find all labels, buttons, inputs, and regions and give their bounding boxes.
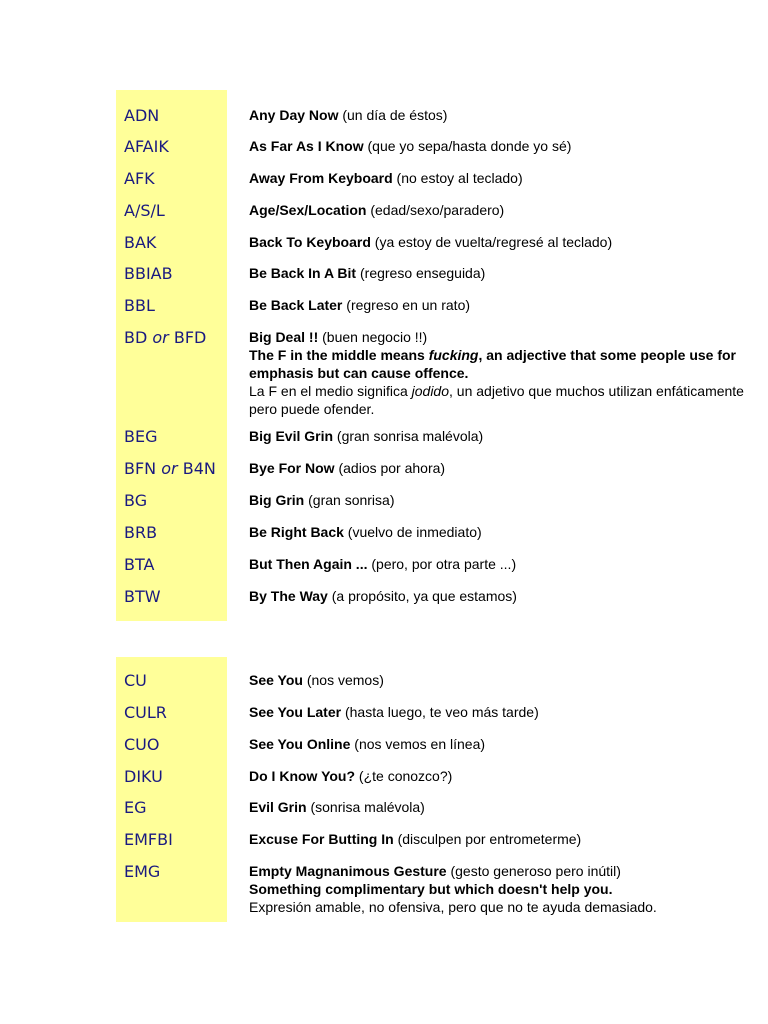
term: Age/Sex/Location [249,202,367,218]
abbreviation [124,459,224,479]
definition [249,106,759,124]
english-note: Something complimentary but which doesn't help you. [249,881,613,897]
term: See You [249,672,303,688]
translation: (que yo sepa/hasta donde yo sé) [363,138,572,154]
abbreviation: DIKU [124,767,163,786]
term: Big Grin [249,492,305,508]
abbreviation: EG [124,798,147,817]
abbreviation: BEG [124,427,158,446]
translation: (sonrisa malévola) [306,799,425,815]
abbreviation [124,328,224,348]
spanish-note: Expresión amable, no ofensiva, pero que no te ayuda demasiado. [249,899,657,915]
abbreviation: BBIAB [124,264,173,283]
abbreviation: CUO [124,735,160,754]
glossary-section-2 [116,657,756,922]
abbreviation: BRB [124,523,158,542]
term: Be Right Back [249,524,344,540]
term: Bye For Now [249,460,335,476]
abbreviation: BTW [124,587,161,606]
term: See You Later [249,704,342,720]
definition [249,671,759,689]
definition [249,459,759,477]
definition [249,328,759,418]
term: By The Way [249,588,328,604]
definition [249,555,759,573]
translation: (pero, por otra parte ...) [367,556,517,572]
translation: (no estoy al teclado) [392,170,523,186]
spanish-note-text: La F en el medio significa [249,383,412,399]
term: Any Day Now [249,107,339,123]
translation: (gran sonrisa) [304,492,395,508]
term: Back To Keyboard [249,234,371,250]
definition [249,264,759,282]
abbreviation: EMFBI [124,830,173,849]
translation: (gesto generoso pero inútil) [446,863,621,879]
abbreviation: BAK [124,233,157,252]
translation: (nos vemos) [302,672,384,688]
abbreviation-alternate: BFD [173,328,207,347]
definition [249,201,759,219]
abbreviation: ADN [124,106,160,125]
term: Be Back Later [249,297,343,313]
term: See You Online [249,736,351,752]
translation: (hasta luego, te veo más tarde) [341,704,539,720]
translation: (ya estoy de vuelta/regresé al teclado) [370,234,613,250]
translation: (gran sonrisa malévola) [333,428,484,444]
translation: (adios por ahora) [334,460,446,476]
abbreviation-separator: or [161,459,178,478]
definition [249,523,759,541]
abbreviation: CULR [124,703,167,722]
translation: (¿te conozco?) [355,768,453,784]
term: Evil Grin [249,799,307,815]
definition [249,830,759,848]
spanish-note-emphasis: jodido [411,383,450,399]
term: Excuse For Butting In [249,831,394,847]
term: Away From Keyboard [249,170,393,186]
abbreviation: AFAIK [124,137,169,156]
term: Empty Magnanimous Gesture [249,863,447,879]
abbreviation: EMG [124,862,161,881]
english-note-emphasis: fucking [428,347,479,363]
english-note [249,346,759,382]
translation: (regreso en un rato) [342,297,471,313]
definition [249,798,759,816]
english-note-text: The F in the middle means [249,347,429,363]
translation: (disculpen por entrometerme) [393,831,582,847]
abbreviation: A/S/L [124,201,165,220]
abbreviation-primary: BD [124,328,148,347]
term: But Then Again ... [249,556,368,572]
definition [249,233,759,251]
translation: (regreso enseguida) [356,265,486,281]
abbreviation: BTA [124,555,155,574]
abbreviation: AFK [124,169,155,188]
translation: (nos vemos en línea) [350,736,486,752]
translation: (un día de éstos) [338,107,448,123]
abbreviation: BBL [124,296,155,315]
abbreviation-column-background [116,657,227,922]
abbreviation-alternate: B4N [182,459,216,478]
abbreviation: CU [124,671,147,690]
definition [249,296,759,314]
term: Big Evil Grin [249,428,334,444]
definition [249,169,759,187]
english-note-text: , an adjective that some people use for emphasis but can cause offence. [249,347,737,381]
translation: (a propósito, ya que estamos) [327,588,517,604]
term: Be Back In A Bit [249,265,357,281]
abbreviation-separator: or [152,328,169,347]
definition [249,427,759,445]
term: As Far As I Know [249,138,364,154]
translation: (edad/sexo/paradero) [366,202,505,218]
term: Do I Know You? [249,768,356,784]
definition [249,137,759,155]
translation: (vuelvo de inmediato) [343,524,482,540]
definition [249,587,759,605]
translation: (buen negocio !!) [318,329,428,345]
spanish-note [249,382,759,418]
definition [249,862,759,916]
abbreviation: BG [124,491,148,510]
definition [249,735,759,753]
definition [249,767,759,785]
definition [249,703,759,721]
spanish-note-text: , un adjetivo que muchos utilizan enfáticamente pero puede ofender. [249,383,744,417]
definition [249,491,759,509]
glossary-section-1 [116,90,756,621]
abbreviation-primary: BFN [124,459,157,478]
term: Big Deal !! [249,329,319,345]
